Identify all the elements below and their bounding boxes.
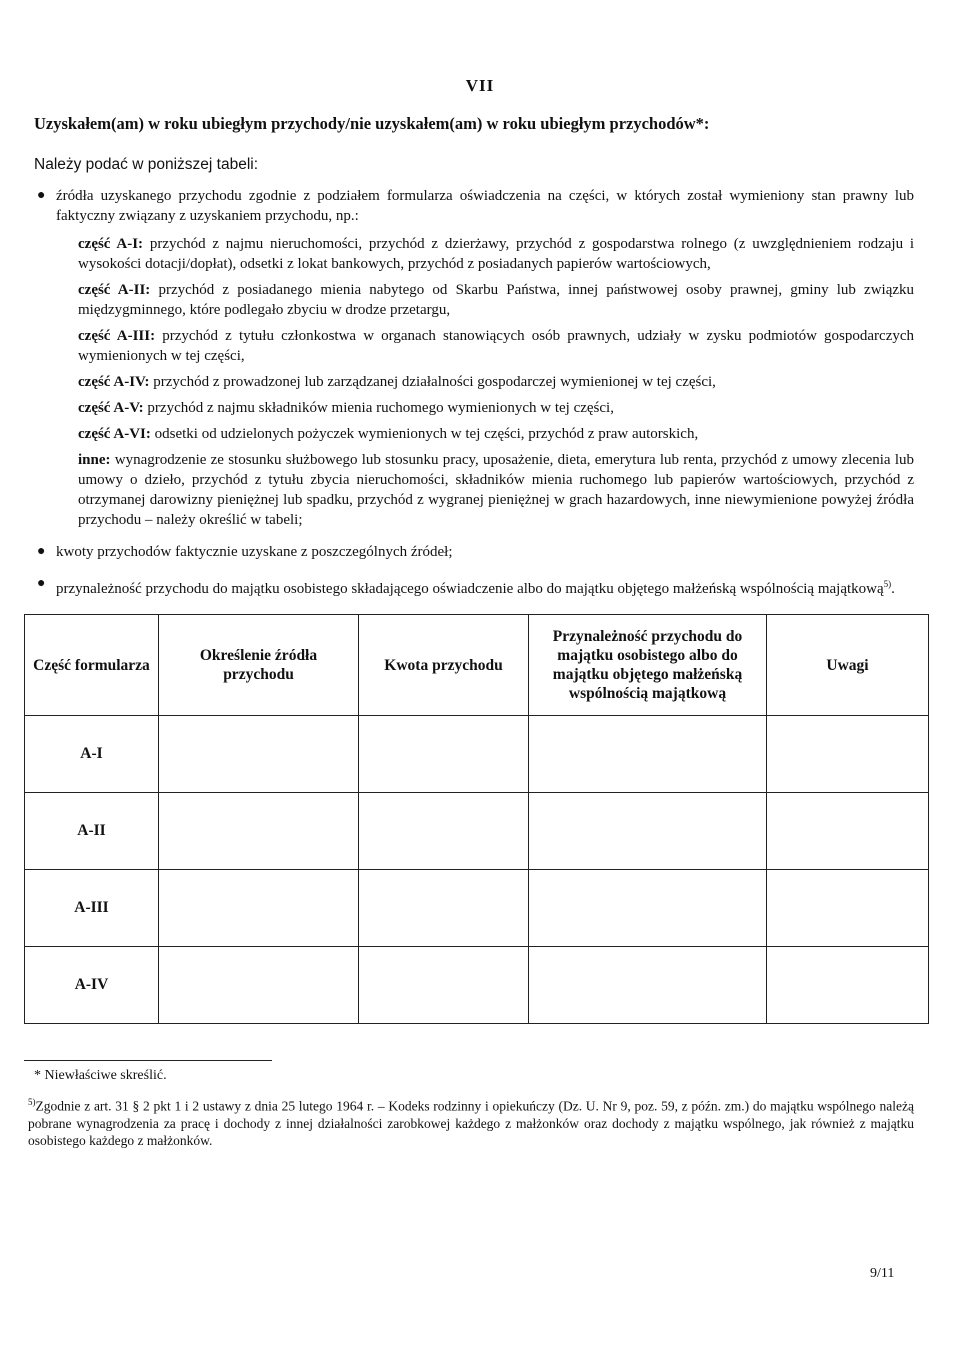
table-header-row: [25, 615, 929, 716]
part-item: [78, 326, 914, 366]
bullet-icon: ●: [37, 544, 46, 559]
table-row: [25, 793, 929, 870]
page-section-number: VII: [465, 76, 495, 95]
table-row: [25, 947, 929, 1024]
col-header-remarks: Uwagi: [767, 615, 929, 716]
part-label: część A-IV:: [78, 374, 150, 390]
part-item: [78, 424, 914, 444]
source-cell[interactable]: [159, 870, 359, 947]
ownership-cell[interactable]: [529, 716, 767, 793]
remarks-cell[interactable]: [767, 870, 929, 947]
ownership-cell[interactable]: [529, 947, 767, 1024]
bullet-text: źródła uzyskanego przychodu zgodnie z podziałem formularza oświadczenia na części, w których został wymieniony stan prawny lub faktyczny związany z uzyskaniem przychodu, np.:: [56, 188, 914, 224]
list-item: [34, 542, 914, 562]
part-label: część A-II:: [78, 282, 151, 298]
amount-cell[interactable]: [359, 947, 529, 1024]
list-item: [34, 574, 914, 599]
page-folio: 9/11: [870, 1266, 895, 1281]
row-part-label: A-I: [25, 716, 159, 793]
row-part-label: A-II: [25, 793, 159, 870]
bullet-text: przynależność przychodu do majątku osobistego składającego oświadczenie albo do majątku objętego małżeńską wspólnością majątkową: [56, 581, 884, 597]
part-item: [78, 450, 914, 530]
row-part-label: A-IV: [25, 947, 159, 1024]
amount-cell[interactable]: [359, 793, 529, 870]
parts-list: [56, 234, 914, 530]
footnote-ref: 5): [883, 579, 892, 589]
part-item: [78, 234, 914, 274]
row-part-label: A-III: [25, 870, 159, 947]
bullet-icon: ●: [37, 576, 46, 591]
part-text: wynagrodzenie ze stosunku służbowego lub stosunku pracy, uposażenie, dieta, emerytura lub renta, przychód z umowy zlecenia lub umowy o dzieło, przychód z tytułu zbycia nieruchomości, składników mienia ruchomego lub papierów wartościowych, przychód z otrzymanej darowizny pieniężnej lub spadku, przychód z wygranej pieniężnej w grach hazardowych, inne niewymienione powyżej źródła przychodu – należy określić w tabeli;: [78, 452, 914, 528]
footnote-text: Zgodnie z art. 31 § 2 pkt 1 i 2 ustawy z dnia 25 lutego 1964 r. – Kodeks rodzinny i opiekuńczy (Dz. U. Nr 9, poz. 59, z późn. zm.) do majątku wspólnego należą pobrane wynagrodzenia za pracę i dochody z innej działalności zarobkowej każdego z małżonków oraz dochody z majątku wspólnego, jak również z majątku osobistego każdego z małżonków.: [28, 1098, 914, 1148]
part-text: odsetki od udzielonych pożyczek wymienionych w tej części, przychód z praw autorskich,: [154, 426, 699, 442]
intro-text: Należy podać w poniższej tabeli:: [34, 156, 259, 173]
part-item: [78, 280, 914, 320]
part-text: przychód z najmu nieruchomości, przychód z dzierżawy, przychód z gospodarstwa rolnego (z uwzględnieniem rodzaju i wysokości dotacji/dopłat), odsetki z lokat bankowych, przychód z posiadanych papierów wartościowych,: [78, 236, 914, 272]
footnote-divider: [24, 1060, 272, 1061]
ownership-cell[interactable]: [529, 870, 767, 947]
source-cell[interactable]: [159, 716, 359, 793]
amount-cell[interactable]: [359, 716, 529, 793]
footnote-5: [28, 1094, 914, 1149]
col-header-part: Część formularza: [25, 615, 159, 716]
bullet-end: .: [891, 581, 895, 597]
part-item: [78, 372, 914, 392]
remarks-cell[interactable]: [767, 947, 929, 1024]
amount-cell[interactable]: [359, 870, 529, 947]
part-text: przychód z najmu składników mienia ruchomego wymienionych w tej części,: [147, 400, 614, 416]
part-label: część A-I:: [78, 236, 144, 252]
ownership-cell[interactable]: [529, 793, 767, 870]
section-heading: Uzyskałem(am) w roku ubiegłym przychody/nie uzyskałem(am) w roku ubiegłym przychodów*:: [34, 114, 710, 133]
part-text: przychód z posiadanego mienia nabytego od Skarbu Państwa, innej państwowej osoby prawnej, gminy lub związku międzygminnego, które podlegało zbyciu w drodze przetargu,: [78, 282, 915, 318]
remarks-cell[interactable]: [767, 793, 929, 870]
footnote-star: * Niewłaściwe skreślić.: [34, 1068, 167, 1083]
table-row: [25, 716, 929, 793]
instructions-list: [34, 186, 914, 599]
part-label: część A-III:: [78, 328, 156, 344]
part-label: część A-V:: [78, 400, 144, 416]
part-label: inne:: [78, 452, 111, 468]
col-header-ownership: Przynależność przychodu do majątku osobistego albo do majątku objętego małżeńską wspólnością majątkową: [529, 615, 767, 716]
source-cell[interactable]: [159, 793, 359, 870]
footnote-mark: 5): [28, 1097, 36, 1107]
col-header-source: Określenie źródła przychodu: [159, 615, 359, 716]
part-text: przychód z prowadzonej lub zarządzanej działalności gospodarczej wymienionej w tej części,: [153, 374, 716, 390]
table-row: [25, 870, 929, 947]
part-item: [78, 398, 914, 418]
bullet-icon: ●: [37, 188, 46, 203]
source-cell[interactable]: [159, 947, 359, 1024]
bullet-text: kwoty przychodów faktycznie uzyskane z poszczególnych źródeł;: [56, 544, 453, 560]
col-header-amount: Kwota przychodu: [359, 615, 529, 716]
part-label: część A-VI:: [78, 426, 151, 442]
list-item: [34, 186, 914, 530]
income-table: [24, 614, 929, 1024]
part-text: przychód z tytułu członkostwa w organach stanowiących osób prawnych, udziały w zysku podmiotów gospodarczych wymienionych w tej części,: [78, 328, 915, 364]
remarks-cell[interactable]: [767, 716, 929, 793]
